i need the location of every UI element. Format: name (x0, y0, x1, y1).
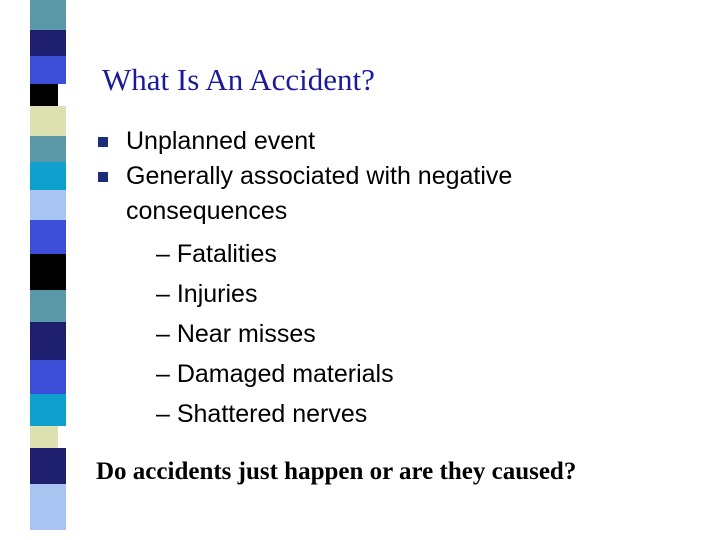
bullet-item (98, 159, 658, 434)
sub-bullet-item: – Damaged materials (156, 360, 394, 388)
stripe (30, 136, 66, 162)
stripe (30, 84, 58, 106)
decorative-stripe-bar (30, 0, 66, 540)
square-bullet-icon (98, 172, 108, 182)
stripe (30, 484, 66, 530)
bullet-text: Unplanned event (126, 127, 316, 155)
sub-bullet-item: – Shattered nerves (156, 400, 368, 428)
stripe (30, 0, 66, 30)
sub-bullet-item: – Injuries (156, 280, 258, 308)
stripe (30, 426, 58, 448)
stripe (30, 30, 66, 56)
square-bullet-icon (98, 137, 108, 147)
stripe (30, 190, 66, 220)
closing-question: Do accidents just happen or are they caused? (96, 458, 577, 485)
stripe (30, 322, 66, 360)
stripe (30, 448, 66, 484)
bullet-text: Generally associated with negative consequences (126, 162, 513, 225)
bullet-item (98, 124, 658, 159)
stripe (30, 106, 66, 136)
stripe (30, 290, 66, 322)
sub-bullet-item: – Fatalities (156, 240, 277, 268)
sub-bullet-item: – Near misses (156, 320, 316, 348)
stripe (30, 162, 66, 190)
bullet-list (98, 124, 658, 434)
stripe (30, 254, 66, 290)
stripe (30, 220, 66, 254)
stripe (30, 360, 66, 394)
sub-bullet-list (126, 234, 658, 434)
stripe (30, 56, 66, 84)
stripe (30, 394, 66, 426)
slide-title: What Is An Accident? (102, 62, 375, 97)
